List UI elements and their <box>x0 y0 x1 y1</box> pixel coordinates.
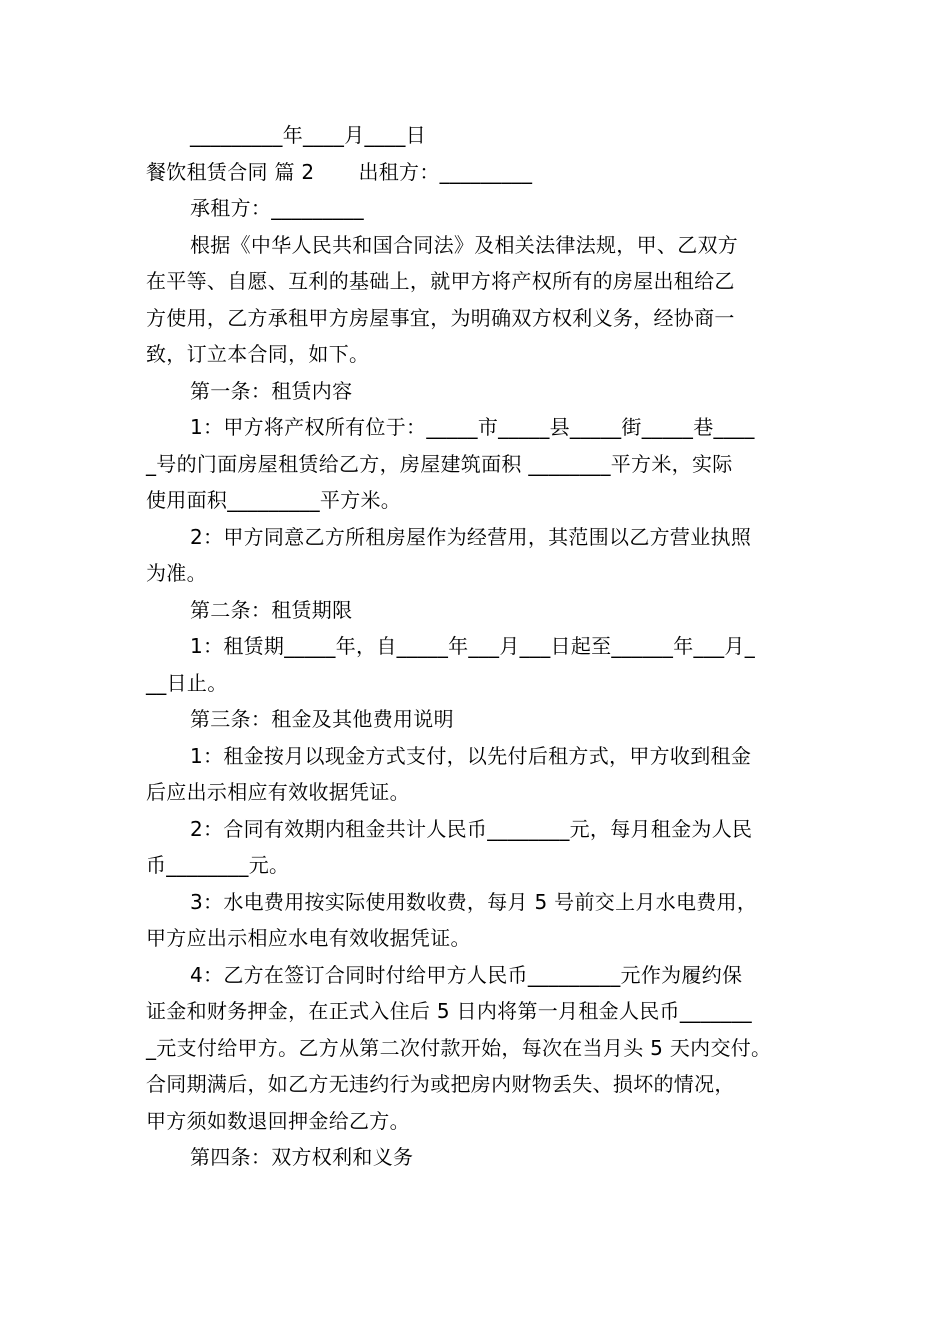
title-and-lessor-line <box>146 154 826 191</box>
paragraph-line: 使用面积_________平方米。 <box>146 488 402 512</box>
paragraph-line: 2：甲方同意乙方所租房屋作为经营用，其范围以乙方营业执照 <box>190 524 752 549</box>
lessor-field: 出租方：_________ <box>358 159 533 184</box>
lessee-field: 承租方：_________ <box>190 196 364 220</box>
paragraph-line: _号的门面房屋租赁给乙方，房屋建筑面积 ________平方米，实际 <box>146 451 733 476</box>
paragraph-line: 4：乙方在签订合同时付给甲方人民币_________元作为履约保 <box>190 962 743 987</box>
paragraph-line: 1：租赁期_____年，自_____年___月___日起至______年___月_ <box>190 634 756 658</box>
paragraph-line: 合同期满后，如乙方无违约行为或把房内财物丢失、损坏的情况， <box>146 1072 735 1096</box>
paragraph-line: 2：合同有效期内租金共计人民币________元，每月租金为人民 <box>190 816 753 841</box>
paragraph-line: 甲方须如数退回押金给乙方。 <box>146 1108 410 1133</box>
paragraph-line: 甲方应出示相应水电有效收据凭证。 <box>146 926 471 950</box>
date-line: _________年____月____日 <box>190 123 426 147</box>
paragraph-line: 为准。 <box>146 561 207 585</box>
paragraph-line: 证金和财务押金，在正式入住后 5 日内将第一月租金人民币_______ <box>146 999 752 1023</box>
contract-title: 餐饮租赁合同 篇 2 <box>146 159 315 184</box>
paragraph-line: _元支付给甲方。乙方从第二次付款开始，每次在当月头 5 天内交付。 <box>146 1035 772 1060</box>
contract-document <box>146 117 826 1176</box>
paragraph-line: 根据《中华人民共和国合同法》及相关法律法规，甲、乙双方 <box>190 232 739 257</box>
paragraph-line: __日止。 <box>146 670 228 695</box>
paragraph-line: 3：水电费用按实际使用数收费，每月 5 号前交上月水电费用， <box>190 889 758 914</box>
paragraph-line: 在平等、自愿、互利的基础上，就甲方将产权所有的房屋出租给乙 <box>146 269 735 293</box>
article-heading: 第四条：双方权利和义务 <box>190 1145 414 1169</box>
paragraph-line: 币________元。 <box>146 853 290 877</box>
article-heading: 第三条：租金及其他费用说明 <box>190 707 454 731</box>
article-heading: 第一条：租赁内容 <box>190 378 353 403</box>
paragraph-line: 方使用，乙方承租甲方房屋事宜，为明确双方权利义务，经协商一 <box>146 305 735 330</box>
paragraph-line: 1：甲方将产权所有位于：_____市_____县_____街_____巷____ <box>190 415 755 439</box>
paragraph-line: 致，订立本合同，如下。 <box>146 342 370 366</box>
article-heading: 第二条：租赁期限 <box>190 597 353 622</box>
paragraph-line: 后应出示相应有效收据凭证。 <box>146 780 410 804</box>
paragraph-line: 1：租金按月以现金方式支付，以先付后租方式，甲方收到租金 <box>190 743 752 768</box>
